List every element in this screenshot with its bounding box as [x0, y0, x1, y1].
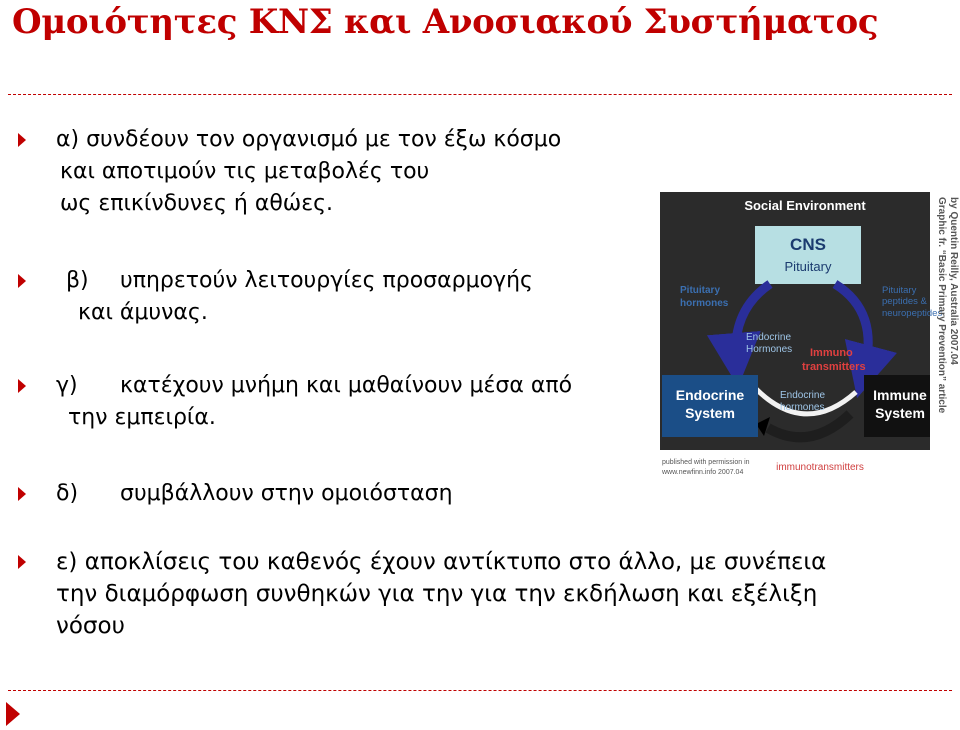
label-immune-system-1: Immune [873, 387, 927, 403]
credit-line-1: Graphic fr. “Basic Primary Prevention” article [936, 197, 947, 414]
label-endocrine-hormones-upper-1: Endocrine [746, 332, 792, 343]
bullet-e-line-2: την διαμόρφωση συνθηκών για την για την εκδήλωση και εξέλιξη [56, 581, 818, 607]
label-pituitary-peptides-1: Pituitary [882, 285, 917, 296]
label-pituitary-hormones-2: hormones [680, 298, 729, 309]
label-pituitary-peptides-2: peptides & [882, 296, 927, 307]
bullet-b-line-2: και άμυνας. [78, 300, 208, 325]
bullet-d-text [56, 478, 453, 510]
bullet-c-label: γ) [56, 373, 78, 398]
bullet-marker-b [18, 274, 26, 288]
diagram-credit [930, 195, 959, 475]
label-endocrine-system-2: System [685, 405, 735, 421]
bullet-e-line-3: νόσου [56, 613, 125, 639]
bottom-divider [8, 690, 952, 691]
label-endocrine-hormones-lower-2: hormones [780, 402, 825, 413]
bullet-a-text [56, 124, 561, 220]
label-cns: CNS [790, 235, 826, 254]
bullet-e-text [56, 546, 826, 642]
label-immuno-transmitters-2: transmitters [802, 361, 866, 373]
bullet-b-line-1: υπηρετούν λειτουργίες προσαρμογής [120, 268, 533, 293]
bullet-c-text [56, 370, 572, 434]
label-pituitary-hormones-1: Pituitary [680, 285, 721, 296]
bullet-c-line-2: την εμπειρία. [68, 405, 216, 430]
bullet-a-line-1: α) συνδέουν τον οργανισμό με τον έξω κόσμο [56, 127, 562, 152]
bullet-d-line-1: συμβάλλουν στην ομοιόσταση [120, 481, 453, 506]
label-endocrine-hormones-lower-1: Endocrine [780, 390, 826, 401]
bullet-marker-a [18, 133, 26, 147]
bullet-marker-d [18, 487, 26, 501]
label-immuno-transmitters-1: Immuno [810, 347, 853, 359]
bullet-a-line-3: ως επικίνδυνες ή αθώες. [60, 191, 334, 216]
credit-svg [930, 195, 959, 475]
label-published-2: www.newfinn.info 2007.04 [662, 469, 744, 476]
bullet-marker-e [18, 555, 26, 569]
bullet-marker-c [18, 379, 26, 393]
label-social-environment: Social Environment [744, 198, 866, 213]
bullet-a-line-2: και αποτιμούν τις μεταβολές του [60, 159, 430, 184]
label-endocrine-system-1: Endocrine [675, 387, 745, 403]
slide-nav-triangle-icon [6, 702, 20, 726]
label-published-1: published with permission in [662, 459, 750, 466]
bullet-b-text [66, 265, 533, 329]
bullet-b-label: β) [66, 268, 89, 293]
label-pituitary-peptides-3: neuropeptides [882, 308, 943, 319]
label-pituitary: Pituitary [784, 259, 832, 274]
cns-immune-diagram [660, 192, 960, 480]
label-immune-system-2: System [875, 405, 925, 421]
bullet-d-label: δ) [56, 481, 79, 506]
top-divider [8, 94, 952, 95]
label-endocrine-hormones-upper-2: Hormones [746, 344, 793, 355]
bullet-e-line-1: ε) αποκλίσεις του καθενός έχουν αντίκτυπο στο άλλο, με συνέπεια [56, 549, 827, 575]
bullet-c-line-1: κατέχουν μνήμη και μαθαίνουν μέσα από [120, 373, 573, 398]
label-immunotransmitters: immunotransmitters [776, 462, 864, 473]
slide-title: Ομοιότητες ΚΝΣ και Ανοσιακού Συστήματος [12, 2, 879, 42]
credit-line-2: by Quentin Reilly, Australia 2007.04 [948, 197, 959, 365]
